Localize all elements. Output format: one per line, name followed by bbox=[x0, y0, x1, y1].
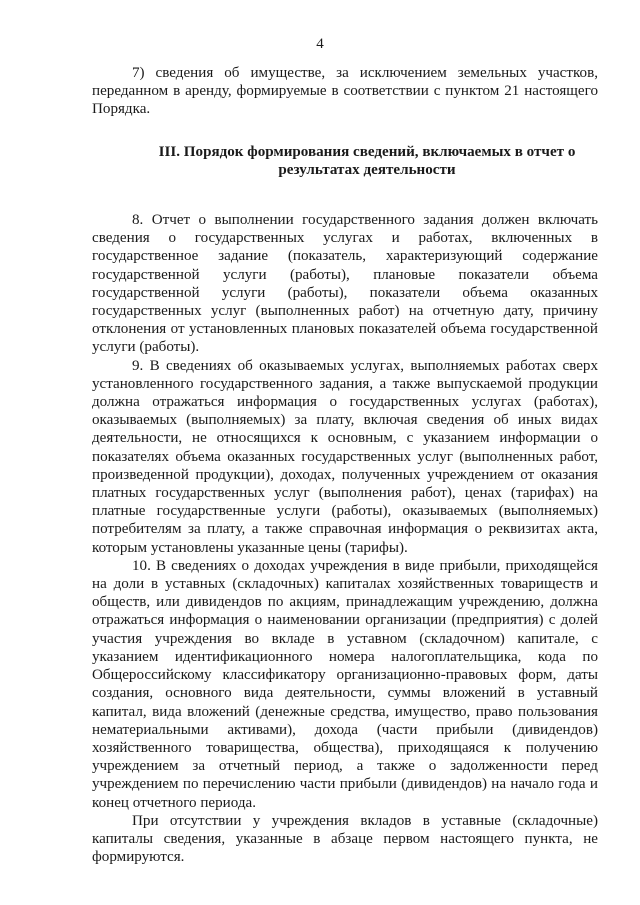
paragraph-item-9: 9. В сведениях об оказываемых услугах, выполняемых работах сверх установленного государственного задания, а также выпускаемой продукции должна отражаться информация о государственных услугах (работах), оказываемых (выполняемых) за плату, включая сведения об иных видах деятельности, не относящихся к основным, с указанием информации о показателях объема оказанных государственных услуг (выполненных работ, произведенной продукции), доходах, полученных учреждением от оказания платных государственных услуг (выполнения работ), ценах (тарифах) на платные государственные услуги (работы), оказываемых (выполняемых) потребителям за плату, а также справочная информация о реквизитах акта, которым установлены указанные цены (тарифы). bbox=[92, 357, 598, 556]
paragraph-item-10: 10. В сведениях о доходах учреждения в виде прибыли, приходящейся на доли в уставных (складочных) капиталах хозяйственных товариществ и обществ, или дивидендов по акциям, принадлежащим учреждению, должна отражаться информация о наименовании организации (предприятия) с долей участия учреждения во вкладе в уставном (складочном) капитале, с указанием идентификационного номера налогоплательщика, кода по Общероссийскому классификатору организационно-правовых форм, даты создания, основного вида деятельности, суммы вложений в уставный капитал, вида вложений (денежные средства, имущество, право пользования нематериальными активами), дохода (части прибыли (дивидендов) хозяйственного товарищества, общества), приходящаяся к получению учреждением за отчетный период, а также о задолженности перед учреждением по перечислению части прибыли (дивидендов) на начало года и конец отчетного периода. bbox=[92, 557, 598, 811]
page-number: 4 bbox=[316, 36, 324, 52]
paragraph-item-8: 8. Отчет о выполнении государственного задания должен включать сведения о государственных услугах и работах, включенных в государственное задание (показатель, характеризующий содержание государственной услуги (работы), плановые показатели объема государственной услуги (работы), показатели объема оказанных государственных услуг (выполненных работ) на отчетную дату, причину отклонения от установленных плановых показателей объема государственной услуги (работы). bbox=[92, 212, 598, 356]
list-item-7: 7) сведения об имуществе, за исключением земельных участков, переданном в аренду, формируемые в соответствии с пунктом 21 настоящего Порядка. bbox=[92, 65, 598, 118]
paragraph-item-10-note: При отсутствии у учреждения вкладов в уставные (складочные) капиталы сведения, указанные в абзаце первом настоящего пункта, не формируются. bbox=[92, 812, 598, 866]
document-body bbox=[92, 64, 598, 866]
section-heading: III. Порядок формирования сведений, включаемых в отчет о результатах деятельности bbox=[158, 143, 576, 178]
